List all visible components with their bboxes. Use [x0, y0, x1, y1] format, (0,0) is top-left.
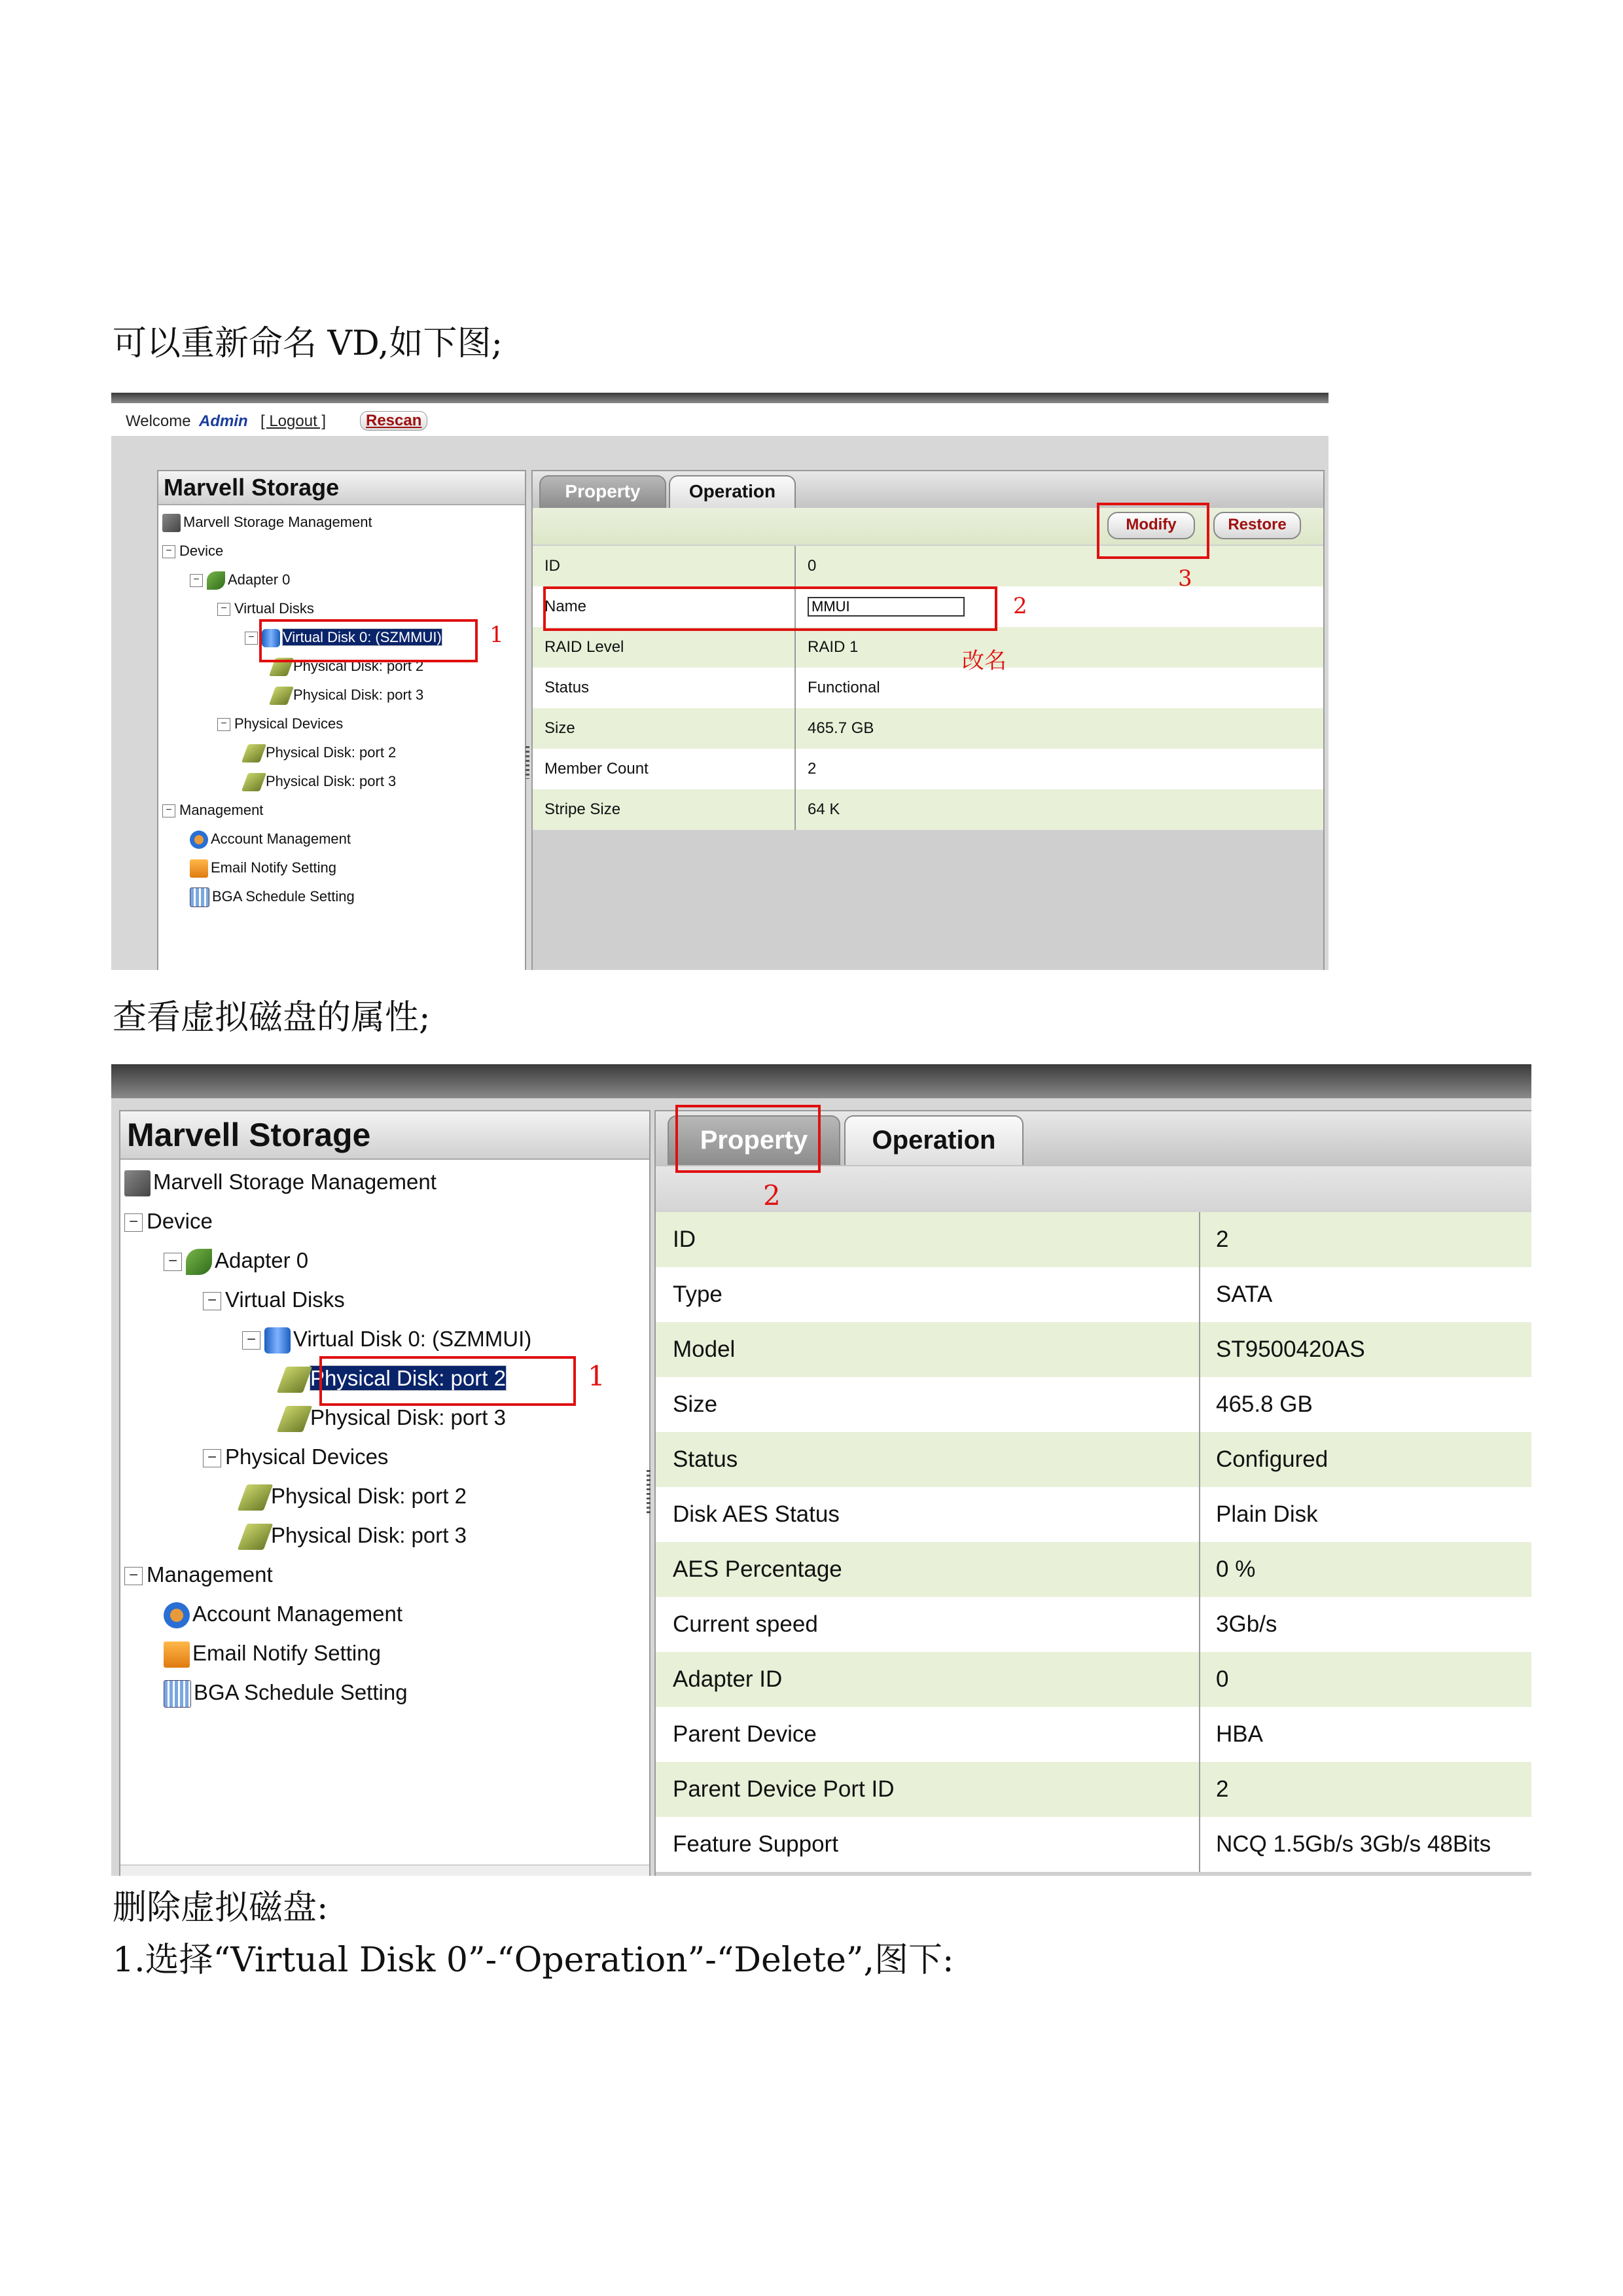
property-row: [656, 1432, 1531, 1487]
navigation-panel: [157, 470, 526, 970]
property-panel: [654, 1110, 1531, 1876]
collapse-toggle-icon[interactable]: −: [190, 574, 203, 587]
property-key: Model: [673, 1336, 736, 1362]
property-key: Member Count: [544, 760, 649, 778]
tree-item-label: Physical Disk: port 2: [293, 658, 424, 674]
tree-item[interactable]: [242, 1319, 531, 1359]
property-value: HBA: [1216, 1721, 1263, 1747]
email-icon: [164, 1641, 190, 1668]
property-row: [533, 789, 1323, 830]
property-key: RAID Level: [544, 638, 624, 656]
tree-item-label: Physical Disk: port 3: [266, 773, 397, 789]
navigation-panel: [119, 1110, 651, 1876]
rescan-button[interactable]: Rescan: [360, 411, 427, 431]
column-divider: [1199, 1762, 1200, 1817]
panel-splitter[interactable]: [647, 1470, 651, 1516]
tree-item[interactable]: [164, 1634, 381, 1673]
paragraph-delete: 删除虚拟磁盘:: [113, 1888, 329, 1928]
tree-item-label: Marvell Storage Management: [183, 514, 372, 530]
tab-operation[interactable]: Operation: [844, 1115, 1024, 1165]
tree-item[interactable]: [242, 1516, 467, 1555]
screenshot-rename-vd: [111, 393, 1329, 970]
collapse-toggle-icon[interactable]: −: [217, 603, 230, 616]
tree-item-label: Physical Disk: port 2: [310, 1366, 506, 1390]
tree-item[interactable]: [217, 709, 343, 738]
user-name: Admin: [199, 412, 248, 430]
column-divider: [794, 627, 796, 668]
annotation-box-physical-disk: [319, 1356, 576, 1406]
window-chrome: [111, 1064, 1531, 1098]
annotation-number: 2: [763, 1179, 781, 1211]
management-icon: [124, 1170, 151, 1196]
tree-item[interactable]: [190, 882, 355, 911]
panel-splitter[interactable]: [526, 746, 529, 779]
property-key: Type: [673, 1282, 722, 1307]
annotation-rename-note: 改名: [962, 648, 1007, 674]
physical-disk-icon: [241, 773, 266, 791]
column-divider: [1199, 1597, 1200, 1652]
tree-item-label: Physical Disk: port 2: [266, 744, 397, 761]
collapse-toggle-icon[interactable]: −: [245, 632, 258, 645]
tree-item[interactable]: [164, 1241, 308, 1280]
property-value: Functional: [808, 679, 880, 696]
virtual-disk-icon: [264, 1327, 291, 1354]
property-key: Adapter ID: [673, 1666, 783, 1692]
property-value: 0 %: [1216, 1556, 1256, 1582]
leaf-icon: [186, 1249, 212, 1275]
column-divider: [1199, 1542, 1200, 1597]
tree-item-label: Virtual Disks: [234, 600, 314, 617]
action-bar: [656, 1166, 1531, 1212]
tree-item-label: Virtual Disk 0: (SZMMUI): [293, 1327, 532, 1351]
physical-disk-icon: [238, 1524, 274, 1550]
tree-item[interactable]: [203, 1280, 345, 1319]
annotation-box-property-tab: [675, 1105, 821, 1173]
property-row: [656, 1817, 1531, 1872]
tab-property[interactable]: Property: [539, 475, 666, 508]
property-value: 465.8 GB: [1216, 1391, 1313, 1417]
annotation-number: 3: [1178, 565, 1192, 592]
property-value: 2: [808, 760, 817, 778]
physical-disk-icon: [238, 1484, 274, 1511]
property-row: [656, 1542, 1531, 1597]
property-key: Feature Support: [673, 1831, 838, 1857]
tree-item-label: Physical Disk: port 3: [293, 687, 424, 703]
property-row: [533, 749, 1323, 789]
column-divider: [794, 708, 796, 749]
collapse-toggle-icon[interactable]: −: [242, 1331, 260, 1350]
window-chrome: [111, 393, 1329, 403]
physical-disk-icon: [241, 744, 266, 762]
tree-item[interactable]: [190, 565, 290, 594]
property-key: Disk AES Status: [673, 1501, 840, 1527]
tree-item[interactable]: [203, 1437, 388, 1477]
column-divider: [1199, 1817, 1200, 1872]
annotation-number: 1: [588, 1360, 605, 1392]
property-row: [656, 1762, 1531, 1817]
annotation-box-vd: [259, 619, 478, 662]
welcome-bar: [111, 403, 1329, 436]
panel-title: Marvell Storage: [120, 1111, 649, 1160]
property-key: Size: [673, 1391, 718, 1417]
property-key: Size: [544, 719, 575, 737]
property-value: 3Gb/s: [1216, 1611, 1277, 1637]
tree-item[interactable]: [272, 681, 423, 709]
property-value: Configured: [1216, 1446, 1329, 1472]
annotation-number: 1: [490, 622, 504, 648]
collapse-toggle-icon[interactable]: −: [124, 1567, 143, 1585]
tree-item[interactable]: [124, 1202, 213, 1241]
tree-item[interactable]: [162, 537, 223, 565]
collapse-toggle-icon[interactable]: −: [203, 1449, 221, 1467]
property-key: Parent Device: [673, 1721, 817, 1747]
property-key: ID: [673, 1227, 696, 1252]
column-divider: [794, 668, 796, 708]
tree-item-label: Physical Devices: [234, 715, 344, 732]
column-divider: [794, 546, 796, 586]
horizontal-scrollbar[interactable]: [120, 1865, 649, 1876]
tree-item[interactable]: [124, 1162, 437, 1202]
property-value: 465.7 GB: [808, 719, 874, 737]
property-row: [656, 1212, 1531, 1267]
column-divider: [1199, 1707, 1200, 1762]
annotation-box-name: [543, 586, 997, 631]
tree-item-label: Physical Devices: [225, 1444, 389, 1469]
tree-item[interactable]: [124, 1555, 273, 1594]
tree-item[interactable]: [245, 767, 396, 796]
tree-item[interactable]: [190, 825, 351, 853]
property-row: [533, 627, 1323, 668]
column-divider: [1199, 1652, 1200, 1707]
tree-item-label: BGA Schedule Setting: [194, 1680, 408, 1704]
property-value: RAID 1: [808, 638, 859, 656]
column-divider: [794, 789, 796, 830]
property-key: ID: [544, 557, 560, 575]
property-value: 2: [1216, 1776, 1229, 1802]
column-divider: [1199, 1212, 1200, 1267]
paragraph-rename: 可以重新命名 VD,如下图;: [113, 324, 503, 363]
column-divider: [1199, 1432, 1200, 1487]
tree-item-label: Adapter 0: [228, 571, 291, 588]
collapse-toggle-icon[interactable]: −: [162, 545, 175, 558]
property-value: 0: [1216, 1666, 1229, 1692]
property-value: 2: [1216, 1227, 1229, 1252]
column-divider: [1199, 1267, 1200, 1322]
calendar-icon: [164, 1680, 191, 1708]
property-key: Stripe Size: [544, 800, 621, 818]
tree-item-label: Physical Disk: port 3: [271, 1523, 467, 1547]
property-row: [656, 1267, 1531, 1322]
collapse-toggle-icon[interactable]: −: [164, 1253, 182, 1271]
tree-item-label: Virtual Disk 0: (SZMMUI): [283, 629, 442, 645]
screenshot-vd-properties: [111, 1064, 1531, 1876]
tab-property[interactable]: Property: [668, 1115, 840, 1165]
modify-button[interactable]: Modify: [1107, 512, 1195, 539]
tree-item-label: BGA Schedule Setting: [212, 888, 355, 905]
property-key: Status: [544, 679, 590, 696]
tree-item-label: Device: [147, 1209, 213, 1233]
column-divider: [1199, 1487, 1200, 1542]
tab-operation[interactable]: Operation: [669, 475, 796, 508]
paragraph-delete-step1: 1.选择“Virtual Disk 0”-“Operation”-“Delete”,图下:: [113, 1941, 954, 1980]
property-row: [533, 668, 1323, 708]
property-row: [656, 1707, 1531, 1762]
tree-item[interactable]: [162, 796, 263, 825]
account-icon: [164, 1602, 190, 1628]
tree-item-label: Device: [179, 543, 224, 559]
tree-item[interactable]: [164, 1594, 402, 1634]
property-row: [656, 1597, 1531, 1652]
welcome-label: Welcome: [126, 412, 191, 430]
tree-item[interactable]: [190, 853, 336, 882]
tree-item-label: Management: [179, 802, 264, 818]
leaf-icon: [207, 571, 225, 590]
tree-item[interactable]: [162, 508, 372, 537]
property-key: Name: [544, 598, 587, 615]
property-value: 64 K: [808, 800, 840, 818]
property-row: [656, 1652, 1531, 1707]
tree-item-label: Account Management: [211, 831, 351, 847]
management-icon: [162, 514, 181, 532]
property-value: 0: [808, 557, 817, 575]
physical-disk-icon: [277, 1367, 313, 1393]
tree-item-label: Virtual Disks: [225, 1287, 345, 1312]
tree-item-label: Email Notify Setting: [211, 859, 336, 876]
collapse-toggle-icon[interactable]: −: [217, 718, 230, 731]
tree-item-label: Adapter 0: [215, 1248, 309, 1272]
property-key: AES Percentage: [673, 1556, 842, 1582]
physical-disk-icon: [277, 1406, 313, 1432]
property-row: [656, 1322, 1531, 1377]
collapse-toggle-icon[interactable]: −: [124, 1213, 143, 1232]
collapse-toggle-icon[interactable]: −: [162, 804, 175, 817]
property-key: Parent Device Port ID: [673, 1776, 895, 1802]
annotation-number: 2: [1013, 593, 1027, 619]
column-divider: [794, 749, 796, 789]
column-divider: [1199, 1377, 1200, 1432]
property-key: Status: [673, 1446, 738, 1472]
property-key: Current speed: [673, 1611, 818, 1637]
property-row: [533, 708, 1323, 749]
tree-item-label: Marvell Storage Management: [153, 1170, 437, 1194]
physical-disk-icon: [269, 687, 294, 705]
property-row: [656, 1377, 1531, 1432]
calendar-icon: [190, 888, 209, 907]
column-divider: [1199, 1322, 1200, 1377]
tree-item-label: Management: [147, 1562, 273, 1587]
tree-item[interactable]: [245, 738, 396, 767]
tree-item-label: Physical Disk: port 2: [271, 1484, 467, 1508]
tree-item[interactable]: [242, 1477, 467, 1516]
restore-button[interactable]: Restore: [1213, 512, 1301, 539]
property-value: NCQ 1.5Gb/s 3Gb/s 48Bits: [1216, 1831, 1491, 1857]
property-row: [656, 1487, 1531, 1542]
tree-item-label: Email Notify Setting: [192, 1641, 381, 1665]
property-value: ST9500420AS: [1216, 1336, 1365, 1362]
paragraph-view-properties: 查看虚拟磁盘的属性;: [113, 998, 431, 1037]
email-icon: [190, 859, 208, 878]
logout-link[interactable]: [ Logout ]: [260, 412, 327, 430]
tree-item-label: Account Management: [192, 1602, 403, 1626]
account-icon: [190, 831, 208, 849]
annotation-box-modify: [1097, 503, 1209, 559]
tree-item-label: Physical Disk: port 3: [310, 1405, 506, 1429]
tree-item[interactable]: [164, 1673, 408, 1712]
property-value: SATA: [1216, 1282, 1273, 1307]
property-value: Plain Disk: [1216, 1501, 1318, 1527]
collapse-toggle-icon[interactable]: −: [203, 1292, 221, 1310]
panel-title: Marvell Storage: [158, 471, 525, 505]
